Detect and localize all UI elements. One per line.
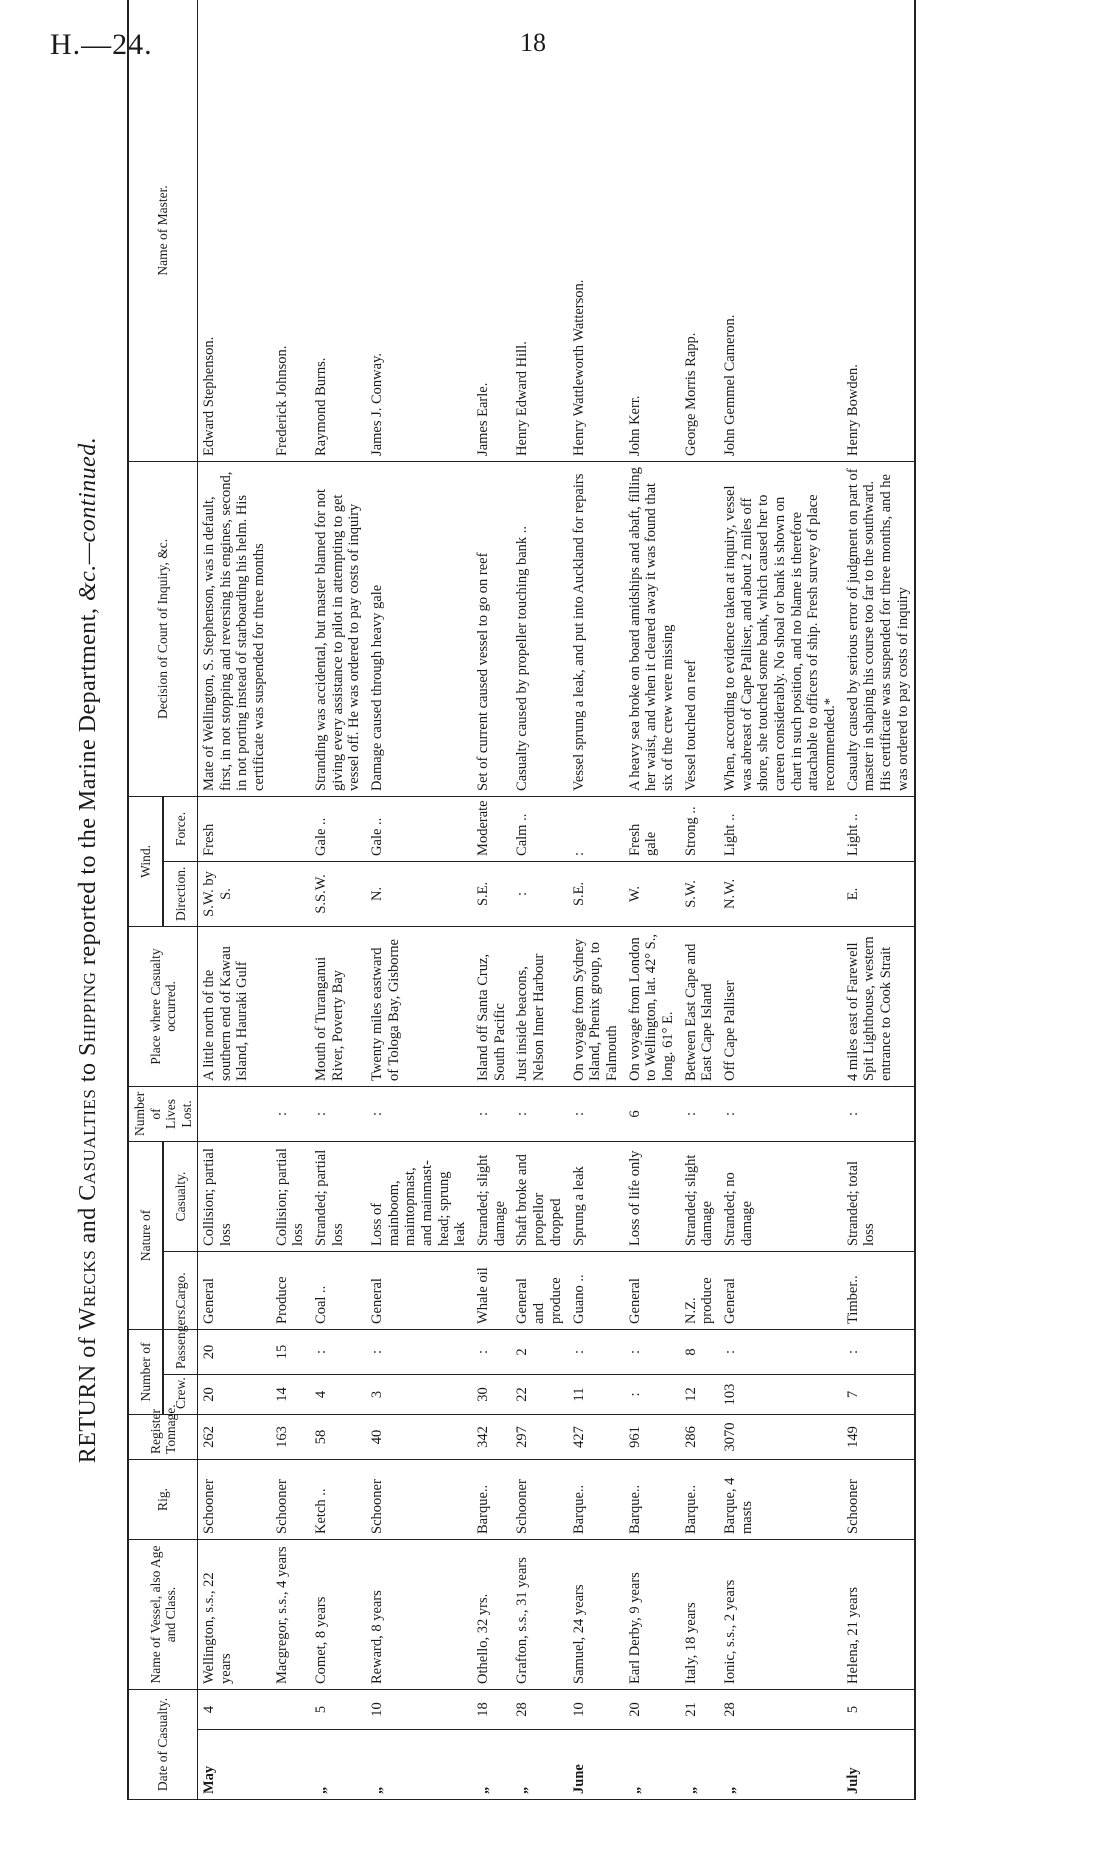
cell-lives: : — [310, 1086, 366, 1141]
cell-casualty: Stranded; slight damage — [472, 1141, 511, 1251]
cell-vessel: Wellington, s.s., 22 years — [198, 1539, 271, 1689]
cell-month: June — [568, 1730, 624, 1800]
cell-casualty: Loss of life only — [624, 1141, 680, 1251]
cell-lives: : — [511, 1086, 567, 1141]
page-reference: H.—24. — [50, 28, 153, 61]
cell-day: 4 — [198, 1689, 271, 1729]
table-row — [719, 0, 842, 1800]
cell-casualty: Shaft broke and propellor dropped — [511, 1141, 567, 1251]
cell-master: Edward Stephenson. — [198, 0, 271, 461]
col-decision: Decision of Court of Inquiry, &c. — [128, 461, 198, 796]
page-number: 18 — [520, 28, 546, 57]
cell-force: Gale .. — [310, 796, 366, 861]
cell-cargo: General — [366, 1251, 472, 1329]
cell-cargo: N.Z. produce — [680, 1251, 719, 1329]
cell-master: Henry Edward Hill. — [511, 0, 567, 461]
cell-day: 18 — [472, 1689, 511, 1729]
cell-rig: Barque.. — [472, 1459, 511, 1539]
col-date: Date of Casualty. — [128, 1689, 198, 1799]
col-tonnage: Register Tonnage. — [128, 1414, 198, 1459]
cell-casualty: Stranded; slight damage — [680, 1141, 719, 1251]
col-crew: Crew. — [163, 1374, 197, 1414]
cell-rig: Barque.. — [568, 1459, 624, 1539]
table-row — [310, 0, 366, 1800]
cell-month: „ — [366, 1730, 472, 1800]
cell-passengers: : — [568, 1329, 624, 1374]
cell-place: On voyage from London to Wellington, lat. 42° S., long. 61° E. — [624, 926, 680, 1086]
table-row — [472, 0, 511, 1800]
cell-master: George Morris Rapp. — [680, 0, 719, 461]
cell-passengers: 2 — [511, 1329, 567, 1374]
cell-place: Between East Cape and East Cape Island — [680, 926, 719, 1086]
rotated-table-block — [75, 100, 1085, 1800]
cell-day — [271, 1689, 310, 1729]
cell-force: Calm .. — [511, 796, 567, 861]
cell-tonnage: 149 — [842, 1414, 916, 1459]
cell-place: Island off Santa Cruz, South Pacific — [472, 926, 511, 1086]
cell-direction: N. — [366, 861, 472, 926]
cell-crew: 103 — [719, 1374, 842, 1414]
cell-place: 4 miles east of Farewell Spit Lighthouse, western entrance to Cook Strait — [842, 926, 916, 1086]
cell-passengers: : — [310, 1329, 366, 1374]
cell-day: 20 — [624, 1689, 680, 1729]
col-lives: Number of Lives Lost. — [128, 1086, 198, 1141]
cell-crew: 14 — [271, 1374, 310, 1414]
col-nature-of: Nature of — [128, 1141, 163, 1329]
cell-casualty: Loss of mainboom, maintopmast, and mainmast-head; sprung leak — [366, 1141, 472, 1251]
col-place: Place where Casualty occurred. — [128, 926, 198, 1086]
table-row — [680, 0, 719, 1800]
table-row — [366, 0, 472, 1800]
col-casualty: Casualty. — [163, 1141, 197, 1251]
cell-rig: Barque.. — [680, 1459, 719, 1539]
cell-rig: Schooner — [366, 1459, 472, 1539]
cell-vessel: Samuel, 24 years — [568, 1539, 624, 1689]
cell-force: Moderate — [472, 796, 511, 861]
cell-force: Gale .. — [366, 796, 472, 861]
cell-decision: Casualty caused by propeller touching bank .. — [511, 461, 567, 796]
cell-place: On voyage from Sydney Island, Phenix group, to Falmouth — [568, 926, 624, 1086]
cell-vessel: Helena, 21 years — [842, 1539, 916, 1689]
cell-vessel: Italy, 18 years — [680, 1539, 719, 1689]
cell-cargo: Timber.. — [842, 1251, 916, 1329]
cell-decision: When, according to evidence taken at inquiry, vessel was abreast of Cape Palliser, and about 2 miles off shore, she touched some bank, which caused her to careen considerably. No shoal or bank is shown on chart in such position, and no blame is therefore attachable to officers of ship. Fresh survey of place recommended.* — [719, 461, 842, 796]
cell-day: 5 — [842, 1689, 916, 1729]
cell-vessel: Comet, 8 years — [310, 1539, 366, 1689]
cell-force: Light .. — [842, 796, 916, 861]
cell-decision — [271, 461, 310, 796]
cell-month: „ — [680, 1730, 719, 1800]
cell-master: Raymond Burns. — [310, 0, 366, 461]
cell-month — [271, 1730, 310, 1800]
cell-force — [271, 796, 310, 861]
col-direction: Direction. — [163, 861, 197, 926]
cell-tonnage: 297 — [511, 1414, 567, 1459]
table-row — [568, 0, 624, 1800]
cell-decision: Vessel touched on reef — [680, 461, 719, 796]
cell-day: 21 — [680, 1689, 719, 1729]
cell-decision: Vessel sprung a leak, and put into Auckland for repairs — [568, 461, 624, 796]
cell-tonnage: 262 — [198, 1414, 271, 1459]
cell-place: Just inside beacons, Nelson Inner Harbour — [511, 926, 567, 1086]
table-row — [842, 0, 916, 1800]
cell-rig: Barque.. — [624, 1459, 680, 1539]
cell-month: „ — [310, 1730, 366, 1800]
cell-month: „ — [719, 1730, 842, 1800]
cell-cargo: Whale oil — [472, 1251, 511, 1329]
cell-decision: Casualty caused by serious error of judgment on part of master in shaping his course too far to the southward. His certificate was suspended for three months, and he was ordered to pay costs of inquiry — [842, 461, 916, 796]
cell-vessel: Ionic, s.s., 2 years — [719, 1539, 842, 1689]
cell-force: Light .. — [719, 796, 842, 861]
cell-lives: : — [366, 1086, 472, 1141]
cell-tonnage: 961 — [624, 1414, 680, 1459]
cell-direction: S.S.W. — [310, 861, 366, 926]
cell-force: : — [568, 796, 624, 861]
cell-master: Henry Wattleworth Watterson. — [568, 0, 624, 461]
cell-direction: S.W. by S. — [198, 861, 271, 926]
cell-passengers: : — [624, 1329, 680, 1374]
cell-vessel: Reward, 8 years — [366, 1539, 472, 1689]
cell-casualty: Sprung a leak — [568, 1141, 624, 1251]
cell-rig: Schooner — [198, 1459, 271, 1539]
cell-rig: Schooner — [842, 1459, 916, 1539]
cell-crew: 4 — [310, 1374, 366, 1414]
cell-rig: Schooner — [271, 1459, 310, 1539]
cell-passengers: 8 — [680, 1329, 719, 1374]
cell-day: 28 — [511, 1689, 567, 1729]
cell-place — [271, 926, 310, 1086]
cell-lives: : — [472, 1086, 511, 1141]
cell-decision: A heavy sea broke on board amidships and abaft, filling her waist, and when it cleared away it was found that six of the crew were missing — [624, 461, 680, 796]
col-passengers: Passengers. — [163, 1329, 197, 1374]
cell-master: James J. Conway. — [366, 0, 472, 461]
cell-decision: Set of current caused vessel to go on reef — [472, 461, 511, 796]
cell-place: Off Cape Palliser — [719, 926, 842, 1086]
cell-direction: : — [511, 861, 567, 926]
cell-day: 28 — [719, 1689, 842, 1729]
cell-tonnage: 342 — [472, 1414, 511, 1459]
cell-direction: S.W. — [680, 861, 719, 926]
cell-day: 10 — [366, 1689, 472, 1729]
cell-month: „ — [511, 1730, 567, 1800]
cell-tonnage: 427 — [568, 1414, 624, 1459]
table-row — [271, 0, 310, 1800]
cell-place: A little north of the southern end of Kawau Island, Hauraki Gulf — [198, 926, 271, 1086]
cell-lives: 6 — [624, 1086, 680, 1141]
cell-direction: N.W. — [719, 861, 842, 926]
cell-rig: Ketch .. — [310, 1459, 366, 1539]
col-force: Force. — [163, 796, 197, 861]
page-title: RETURN of Wrecks and Casualties to Shipping reported to the Marine Department, &c.—continued. — [75, 436, 101, 1464]
cell-casualty: Stranded; total loss — [842, 1141, 916, 1251]
cell-crew: 30 — [472, 1374, 511, 1414]
cell-cargo: Guano .. — [568, 1251, 624, 1329]
cell-cargo: Produce — [271, 1251, 310, 1329]
cell-master: James Earle. — [472, 0, 511, 461]
cell-month: May — [198, 1730, 271, 1800]
cell-place: Mouth of Turanganui River, Poverty Bay — [310, 926, 366, 1086]
cell-day: 10 — [568, 1689, 624, 1729]
cell-vessel: Earl Derby, 9 years — [624, 1539, 680, 1689]
cell-vessel: Macgregor, s.s., 4 years — [271, 1539, 310, 1689]
cell-crew: 22 — [511, 1374, 567, 1414]
cell-force: Fresh — [198, 796, 271, 861]
cell-cargo: General — [719, 1251, 842, 1329]
cell-lives: : — [842, 1086, 916, 1141]
table-row — [624, 0, 680, 1800]
cell-place: Twenty miles eastward of Tologa Bay, Gisborne — [366, 926, 472, 1086]
cell-lives: : — [719, 1086, 842, 1141]
cell-force: Strong .. — [680, 796, 719, 861]
table-body — [198, 0, 916, 1800]
col-vessel: Name of Vessel, also Age and Class. — [128, 1539, 198, 1689]
col-wind: Wind. — [128, 796, 163, 926]
cell-vessel: Othello, 32 yrs. — [472, 1539, 511, 1689]
cell-cargo: Coal .. — [310, 1251, 366, 1329]
cell-decision: Damage caused through heavy gale — [366, 461, 472, 796]
cell-crew: 3 — [366, 1374, 472, 1414]
cell-rig: Schooner — [511, 1459, 567, 1539]
cell-direction: W. — [624, 861, 680, 926]
cell-crew: 7 — [842, 1374, 916, 1414]
cell-casualty: Collision; partial loss — [271, 1141, 310, 1251]
cell-passengers: : — [472, 1329, 511, 1374]
cell-force: Fresh gale — [624, 796, 680, 861]
cell-casualty: Collision; partial loss — [198, 1141, 271, 1251]
cell-cargo: General — [198, 1251, 271, 1329]
cell-direction: S.E. — [472, 861, 511, 926]
cell-month: „ — [472, 1730, 511, 1800]
cell-decision: Mate of Wellington, S. Stephenson, was in default, first, in not stopping and reversing his engines, second, in not porting instead of starboarding his helm. His certificate was suspended for three months — [198, 461, 271, 796]
cell-crew: : — [624, 1374, 680, 1414]
cell-lives: : — [680, 1086, 719, 1141]
cell-vessel: Grafton, s.s., 31 years — [511, 1539, 567, 1689]
casualty-table — [127, 0, 916, 1800]
cell-tonnage: 286 — [680, 1414, 719, 1459]
cell-cargo: General and produce — [511, 1251, 567, 1329]
table-row — [511, 0, 567, 1800]
cell-casualty: Stranded; partial loss — [310, 1141, 366, 1251]
cell-lives: : — [271, 1086, 310, 1141]
col-number-of: Number of — [128, 1329, 163, 1414]
cell-crew: 12 — [680, 1374, 719, 1414]
cell-tonnage: 58 — [310, 1414, 366, 1459]
cell-passengers: : — [842, 1329, 916, 1374]
col-cargo: Cargo. — [163, 1251, 197, 1329]
cell-casualty: Stranded; no damage — [719, 1141, 842, 1251]
cell-passengers: : — [366, 1329, 472, 1374]
cell-tonnage: 163 — [271, 1414, 310, 1459]
cell-passengers: 15 — [271, 1329, 310, 1374]
cell-master: John Kerr. — [624, 0, 680, 461]
cell-direction: S.E. — [568, 861, 624, 926]
cell-cargo: General — [624, 1251, 680, 1329]
cell-direction — [271, 861, 310, 926]
cell-master: John Gemmel Cameron. — [719, 0, 842, 461]
table-row — [198, 0, 271, 1800]
cell-direction: E. — [842, 861, 916, 926]
col-rig: Rig. — [128, 1459, 198, 1539]
cell-passengers: : — [719, 1329, 842, 1374]
cell-tonnage: 40 — [366, 1414, 472, 1459]
cell-lives: : — [568, 1086, 624, 1141]
cell-tonnage: 3070 — [719, 1414, 842, 1459]
cell-passengers: 20 — [198, 1329, 271, 1374]
cell-decision: Stranding was accidental, but master blamed for not giving every assistance to pilot in attempting to get vessel off. He was ordered to pay costs of inquiry — [310, 461, 366, 796]
cell-rig: Barque, 4 masts — [719, 1459, 842, 1539]
cell-master: Henry Bowden. — [842, 0, 916, 461]
cell-month: July — [842, 1730, 916, 1800]
col-master: Name of Master. — [128, 0, 198, 461]
cell-day: 5 — [310, 1689, 366, 1729]
cell-lives — [198, 1086, 271, 1141]
cell-month: „ — [624, 1730, 680, 1800]
cell-crew: 11 — [568, 1374, 624, 1414]
cell-crew: 20 — [198, 1374, 271, 1414]
cell-master: Frederick Johnson. — [271, 0, 310, 461]
